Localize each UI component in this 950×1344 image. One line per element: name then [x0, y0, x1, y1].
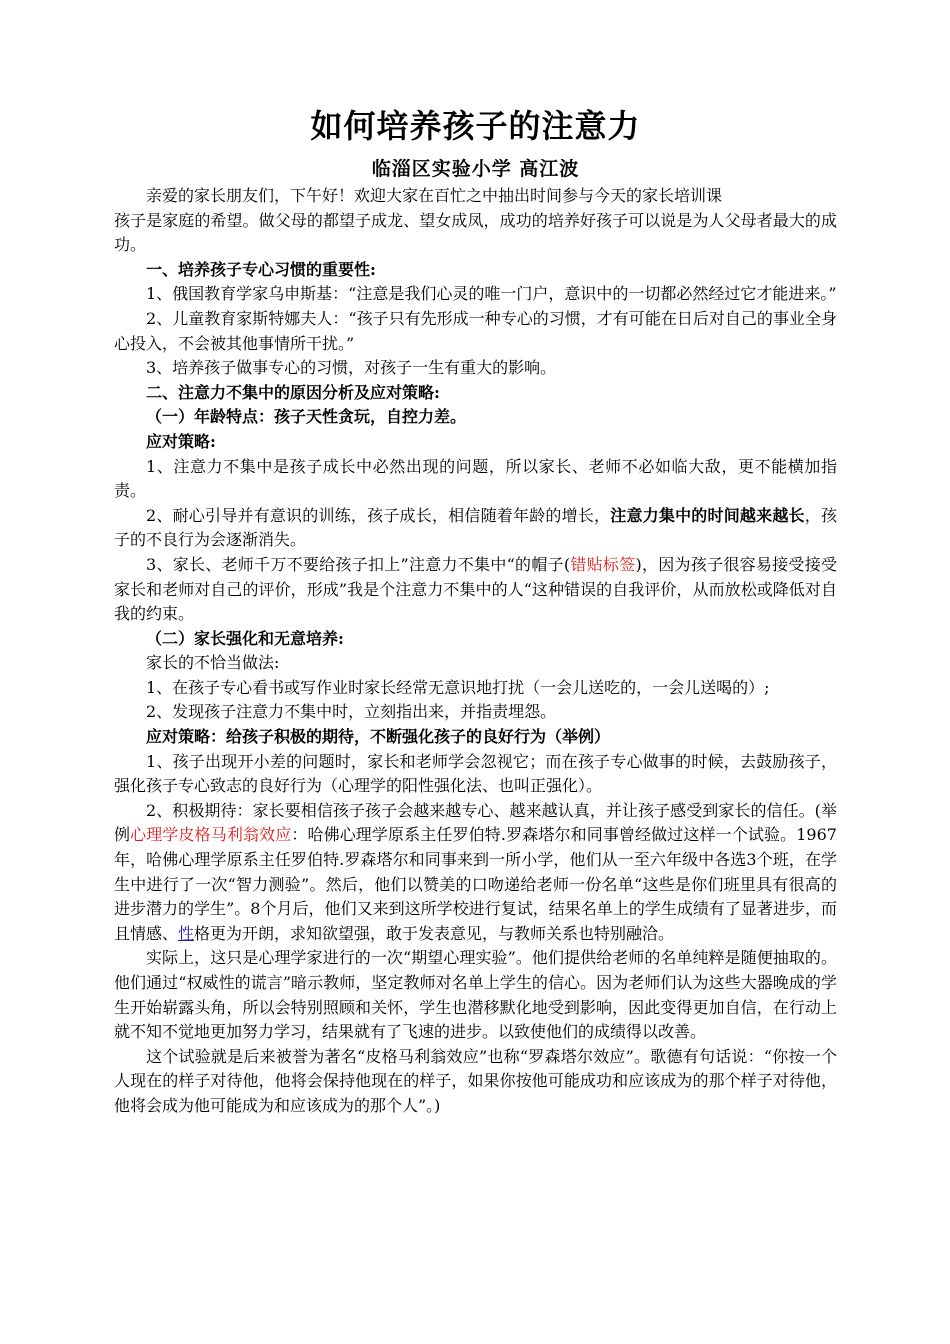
bad-practice-2: 2、发现孩子注意力不集中时，立刻指出来，并指责埋怨。 — [146, 702, 557, 722]
strategy-point-1: 1、注意力不集中是孩子成长中必然出现的问题，所以家长、老师不必如临大敌，更不能横加指责。 — [114, 456, 837, 501]
strategy-point-2 — [114, 504, 837, 553]
section-heading-importance: 一、培养孩子专心习惯的重要性: — [146, 259, 376, 279]
experiment-text: ：哈佛心理学原系主任罗伯特.罗森塔尔和同事曾经做过这样一个试验。1967年，哈佛心理学原系主任罗伯特.罗森塔尔和同事来到一所小学，他们从一至六年级中各选3个班，在学生中进行了一次“智力测验”。然后，他们以赞美的口吻递给老师一份名单“这些是你们班里具有很高的进步潜力的学生”。8个月后，他们又来到这所学校进行复试，结果名单上的学生成绩有了显著进步，而且情感、 — [114, 825, 837, 943]
document-title: 如何培养孩子的注意力 — [310, 107, 641, 145]
strategy-label: 应对策略: — [146, 431, 216, 451]
quote-ushinsky: 1、俄国教育学家乌申斯基：“注意是我们心灵的唯一门户，意识中的一切都必然经过它才能进来。” — [146, 284, 837, 304]
greeting-paragraph: 亲爱的家长朋友们，下午好！欢迎大家在百忙之中抽出时间参与今天的家长培训课 — [146, 186, 723, 205]
pygmalion-highlight: 心理学皮格马利翁效应 — [130, 825, 292, 845]
label-highlight: 错贴标签 — [570, 554, 636, 574]
goethe-quote-paragraph: 这个试验就是后来被誉为著名“皮格马利翁效应”也称“罗森塔尔效应”。歌德有句话说：“你按一个人现在的样子对待他，他将会保持他现在的样子，如果你按他可能成功和应该成为的那个样子对待他，他将会成为他可能成为和应该成为的那个人”。) — [114, 1046, 837, 1115]
experiment-explanation: 实际上，这只是心理学家进行的一次“期望心理实验”。他们提供给老师的名单纯粹是随便抽取的。他们通过“权威性的谎言”暗示教师，坚定教师对名单上学生的信心。因为老师们认为这些大器晚成的学生开始崭露头角，所以会特别照顾和关怀，学生也潜移默化地受到影响，因此变得更加自信，在行动上就不知不觉地更加努力学习，结果就有了飞速的进步。以致使他们的成绩得以改善。 — [114, 948, 837, 1042]
strategy-point-2-tail: ，孩子的不良行为会逐渐消失。 — [114, 505, 837, 550]
subheading-age: （一）年龄特点：孩子天性贪玩，自控力差。 — [146, 407, 467, 427]
bad-practice-1: 1、在孩子专心看书或写作业时家长经常无意识地打扰（一会儿送吃的，一会儿送喝的）; — [146, 677, 770, 697]
strategy-point-3-text: 3、家长、老师千万不要给孩子扣上”注意力不集中“的帽子( — [146, 554, 571, 574]
strategy-point-2-text: 2、耐心引导并有意识的训练，孩子成长，相信随着年龄的增长， — [146, 505, 611, 525]
section-heading-causes: 二、注意力不集中的原因分析及应对策略: — [146, 382, 440, 402]
intro-paragraph: 孩子是家庭的希望。做父母的都望子成龙、望女成凤，成功的培养好孩子可以说是为人父母者最大的成功。 — [114, 210, 837, 255]
reinforce-point-1: 1、孩子出现开小差的问题时，家长和老师学会忽视它；而在孩子专心做事的时候，去鼓励孩子，强化孩子专心致志的良好行为（心理学的阳性强化法、也叫正强化）。 — [114, 751, 837, 796]
strategy-heading-2: 应对策略：给孩子积极的期待，不断强化孩子的良好行为（举例） — [146, 727, 611, 747]
reinforce-point-2 — [114, 799, 837, 947]
strategy-point-2-bold: 注意力集中的时间越来越长 — [610, 505, 805, 525]
character-link[interactable]: 性 — [178, 923, 195, 943]
subheading-parents: （二）家长强化和无意培养: — [146, 628, 344, 648]
reinforce-point-2-text: 2、积极期待：家长要相信孩子孩子会越来越专心、越来越认真，并让孩子感受到家长的信任。(举例 — [114, 800, 837, 845]
strategy-point-3 — [114, 553, 837, 627]
bad-practice-label: 家长的不恰当做法: — [146, 653, 280, 673]
importance-point-3: 3、培养孩子做事专心的习惯，对孩子一生有重大的影响。 — [146, 358, 557, 378]
strategy-point-3-tail: )，因为孩子很容易接受接受家长和老师对自己的评价，形成”我是个注意力不集中的人“这种错误的自我评价，从而放松或降低对自我的约束。 — [114, 554, 837, 624]
experiment-tail: 格更为开朗，求知欲望强，敢于发表意见，与教师关系也特别融洽。 — [194, 923, 675, 943]
author-line: 临淄区实验小学 高江波 — [371, 158, 580, 180]
quote-sterna: 2、儿童教育家斯特娜夫人：“孩子只有先形成一种专心的习惯，才有可能在日后对自己的事业全身心投入，不会被其他事情所干扰。” — [114, 308, 837, 353]
